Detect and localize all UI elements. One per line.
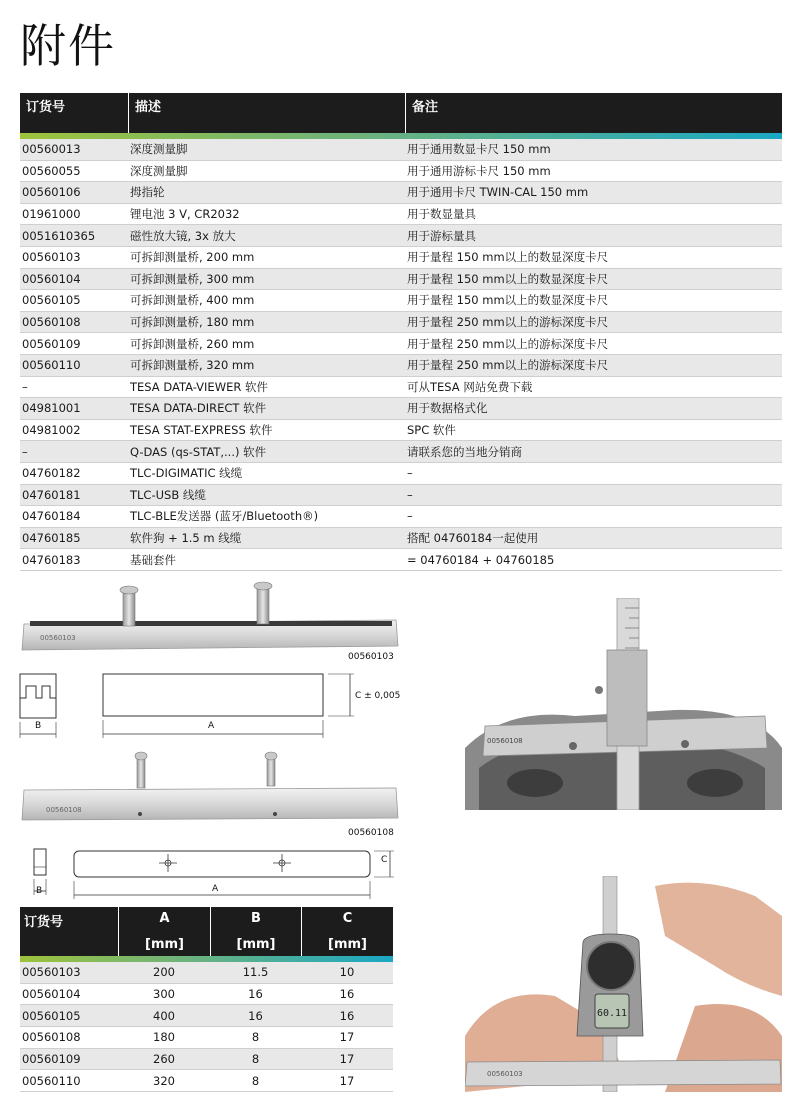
bridge-00560108-image bbox=[20, 748, 400, 828]
table-row bbox=[20, 182, 782, 204]
header-c: C bbox=[342, 911, 353, 926]
bridge-slot bbox=[30, 621, 392, 626]
remarks-cell: 用于通用卡尺 TWIN-CAL 150 mm bbox=[407, 185, 589, 200]
order-number-cell: – bbox=[22, 379, 28, 394]
order-number-cell: 00560109 bbox=[22, 336, 81, 351]
accessories-table-header bbox=[20, 93, 782, 139]
remarks-cell: – bbox=[407, 509, 413, 524]
description-cell: 软件狗 + 1.5 m 线缆 bbox=[130, 530, 242, 545]
c-value-cell: 16 bbox=[339, 987, 355, 1002]
table-row bbox=[20, 355, 782, 377]
profile-section-outline bbox=[20, 698, 56, 718]
description-cell: 可拆卸测量桥, 320 mm bbox=[130, 358, 255, 373]
bridge-00560103-image bbox=[20, 580, 400, 668]
b-value-cell: 16 bbox=[248, 1008, 263, 1023]
bridge-bar bbox=[22, 788, 398, 820]
table-row bbox=[20, 1070, 393, 1092]
bolt-icon bbox=[257, 586, 269, 624]
order-number-cell: 00560106 bbox=[22, 185, 81, 200]
dim1-b-label: B bbox=[35, 721, 42, 731]
table-row bbox=[20, 506, 782, 528]
table-row bbox=[20, 247, 782, 269]
dim2-c-label: C bbox=[381, 855, 388, 865]
order-number-cell: 04760182 bbox=[22, 466, 81, 481]
a-value-cell: 300 bbox=[153, 987, 175, 1002]
remarks-cell: 用于量程 150 mm以上的数显深度卡尺 bbox=[407, 250, 609, 265]
table-row bbox=[20, 1049, 393, 1071]
a-value-cell: 180 bbox=[153, 1030, 175, 1045]
description-cell: 可拆卸测量桥, 400 mm bbox=[130, 293, 255, 308]
table-row bbox=[20, 290, 782, 312]
description-cell: TESA STAT-EXPRESS 软件 bbox=[130, 423, 273, 438]
order-number-cell: 04760185 bbox=[22, 530, 81, 545]
remarks-cell: – bbox=[407, 487, 413, 502]
remarks-cell: = 04760184 + 04760185 bbox=[407, 552, 555, 567]
order-number-cell: 00560110 bbox=[22, 358, 81, 373]
crosshair-icon bbox=[273, 854, 291, 872]
header-description: 描述 bbox=[128, 93, 405, 133]
profile-section-icon bbox=[34, 849, 46, 875]
digital-depth-caliper-hands-photo bbox=[465, 876, 782, 1092]
table-row bbox=[20, 161, 782, 183]
remarks-cell: 请联系您的当地分销商 bbox=[407, 444, 522, 459]
description-cell: 可拆卸测量桥, 300 mm bbox=[130, 271, 255, 286]
c-value-cell: 17 bbox=[339, 1052, 355, 1067]
order-number-cell: 04760181 bbox=[22, 487, 81, 502]
order-number-cell: 04760184 bbox=[22, 509, 81, 524]
order-number-cell: 00560105 bbox=[22, 1008, 81, 1023]
order-number-cell: 00560013 bbox=[22, 142, 81, 157]
description-cell: Q-DAS (qs-STAT,...) 软件 bbox=[130, 444, 267, 459]
bolt-icon bbox=[123, 590, 135, 626]
header-order-number: 订货号 bbox=[26, 100, 66, 115]
page-title: 附件 bbox=[20, 19, 116, 73]
bridge-00560108-label: 00560108 bbox=[348, 828, 394, 838]
dim1-a-label: A bbox=[208, 721, 215, 731]
table-row bbox=[20, 420, 782, 442]
description-cell: 深度测量脚 bbox=[130, 163, 188, 178]
crosshair-icon bbox=[159, 854, 177, 872]
description-cell: TLC-DIGIMATIC 线缆 bbox=[130, 466, 243, 481]
b-value-cell: 8 bbox=[251, 1052, 260, 1067]
description-cell: 磁性放大镜, 3x 放大 bbox=[130, 228, 236, 243]
order-number-cell: 04760183 bbox=[22, 552, 81, 567]
lcd-reading: 60.11 bbox=[596, 1008, 628, 1019]
bridge-engraving: 00560103 bbox=[487, 1070, 523, 1078]
dimension-drawing-1 bbox=[16, 668, 400, 746]
remarks-cell: 用于量程 150 mm以上的数显深度卡尺 bbox=[407, 271, 609, 286]
table-row bbox=[20, 269, 782, 291]
bolt-head-icon bbox=[265, 752, 277, 760]
order-number-cell: 04981001 bbox=[22, 401, 81, 416]
bridge-engraving: 00560108 bbox=[46, 806, 82, 814]
description-cell: TESA DATA-VIEWER 软件 bbox=[130, 379, 268, 394]
b-value-cell: 8 bbox=[251, 1073, 260, 1088]
a-value-cell: 260 bbox=[153, 1052, 175, 1067]
bridge-side-view bbox=[103, 674, 323, 716]
accessories-table bbox=[20, 93, 782, 571]
header-gradient-bar bbox=[20, 956, 393, 962]
dim1-c-label: C ± 0,005 bbox=[355, 691, 401, 701]
remarks-cell: SPC 软件 bbox=[407, 423, 456, 438]
order-number-cell: 00560109 bbox=[22, 1052, 81, 1067]
bolt-head-icon bbox=[120, 586, 138, 594]
remarks-cell: 搭配 04760184一起使用 bbox=[407, 530, 539, 545]
dim2-a-label: A bbox=[212, 884, 219, 894]
bolt-icon bbox=[267, 756, 275, 786]
remarks-cell: 用于数显量具 bbox=[407, 207, 476, 222]
description-cell: TLC-USB 线缆 bbox=[130, 487, 206, 502]
header-order-number: 订货号 bbox=[24, 915, 64, 930]
table-row bbox=[20, 528, 782, 550]
order-number-cell: 00560105 bbox=[22, 293, 81, 308]
table-row bbox=[20, 463, 782, 485]
accessories-table-body bbox=[20, 139, 782, 571]
a-value-cell: 320 bbox=[153, 1073, 175, 1088]
dimensions-table bbox=[20, 907, 393, 1092]
order-number-cell: 00560108 bbox=[22, 1030, 81, 1045]
order-number-cell: 04981002 bbox=[22, 423, 81, 438]
order-number-cell: 00560108 bbox=[22, 315, 81, 330]
order-number-cell: 01961000 bbox=[22, 207, 81, 222]
description-cell: 可拆卸测量桥, 260 mm bbox=[130, 336, 255, 351]
c-value-cell: 10 bbox=[339, 965, 355, 980]
table-row bbox=[20, 398, 782, 420]
remarks-cell: – bbox=[407, 466, 413, 481]
bridge-00560103-label: 00560103 bbox=[348, 652, 394, 662]
remarks-cell: 用于量程 250 mm以上的游标深度卡尺 bbox=[407, 315, 609, 330]
b-value-cell: 16 bbox=[248, 987, 263, 1002]
order-number-cell: 00560104 bbox=[22, 271, 81, 286]
dim2-b-label: B bbox=[36, 886, 43, 896]
header-remarks: 备注 bbox=[405, 93, 782, 133]
order-number-cell: – bbox=[22, 444, 28, 459]
table-row bbox=[20, 485, 782, 507]
table-row bbox=[20, 225, 782, 247]
bridge-engraving: 00560108 bbox=[487, 737, 523, 745]
b-value-cell: 11.5 bbox=[242, 965, 269, 980]
table-row bbox=[20, 377, 782, 399]
description-cell: 可拆卸测量桥, 200 mm bbox=[130, 250, 255, 265]
description-cell: 拇指轮 bbox=[130, 185, 165, 200]
dial-icon bbox=[587, 942, 635, 990]
order-number-cell: 00560110 bbox=[22, 1073, 81, 1088]
remarks-cell: 用于数据格式化 bbox=[407, 401, 488, 416]
remarks-cell: 用于量程 150 mm以上的数显深度卡尺 bbox=[407, 293, 609, 308]
remarks-cell: 用于通用游标卡尺 150 mm bbox=[407, 163, 551, 178]
a-value-cell: 400 bbox=[153, 1008, 175, 1023]
table-row bbox=[20, 984, 393, 1006]
table-row bbox=[20, 441, 782, 463]
header-b-unit: [mm] bbox=[236, 937, 276, 952]
header-gradient-bar bbox=[20, 133, 782, 139]
caliper-slider bbox=[607, 650, 647, 746]
c-value-cell: 17 bbox=[339, 1030, 355, 1045]
remarks-cell: 用于量程 250 mm以上的游标深度卡尺 bbox=[407, 336, 609, 351]
c-value-cell: 17 bbox=[339, 1073, 355, 1088]
order-number-cell: 00560104 bbox=[22, 987, 81, 1002]
remarks-cell: 可从TESA 网站免费下载 bbox=[407, 379, 533, 394]
dimensions-table-body bbox=[20, 962, 393, 1092]
remarks-cell: 用于通用数显卡尺 150 mm bbox=[407, 142, 551, 157]
bridge-engraving: 00560103 bbox=[40, 634, 76, 642]
table-row bbox=[20, 312, 782, 334]
description-cell: 基础套件 bbox=[130, 552, 176, 567]
bolt-head-icon bbox=[254, 582, 272, 590]
depth-caliper-housing-photo bbox=[465, 598, 782, 810]
dimensions-table-header bbox=[20, 907, 393, 962]
table-row bbox=[20, 1005, 393, 1027]
bolt-icon bbox=[137, 756, 145, 788]
profile-section-icon bbox=[20, 674, 56, 698]
remarks-cell: 用于游标量具 bbox=[407, 228, 476, 243]
table-row bbox=[20, 139, 782, 161]
dimension-drawing-2 bbox=[16, 845, 400, 903]
header-c-unit: [mm] bbox=[328, 937, 367, 952]
c-value-cell: 16 bbox=[339, 1008, 355, 1023]
order-number-cell: 00560055 bbox=[22, 163, 81, 178]
table-row bbox=[20, 1027, 393, 1049]
description-cell: 深度测量脚 bbox=[130, 142, 188, 157]
table-row bbox=[20, 333, 782, 355]
description-cell: 可拆卸测量桥, 180 mm bbox=[130, 315, 255, 330]
bridge-side-view bbox=[74, 851, 370, 877]
a-value-cell: 200 bbox=[153, 965, 175, 980]
description-cell: TLC-BLE发送器 (蓝牙/Bluetooth®) bbox=[130, 509, 319, 524]
table-row bbox=[20, 962, 393, 984]
bolt-head-icon bbox=[135, 752, 147, 760]
header-a-unit: [mm] bbox=[145, 937, 184, 952]
order-number-cell: 00560103 bbox=[22, 965, 81, 980]
order-number-cell: 0051610365 bbox=[22, 228, 96, 243]
description-cell: TESA DATA-DIRECT 软件 bbox=[130, 401, 267, 416]
order-number-cell: 00560103 bbox=[22, 250, 81, 265]
header-a: A bbox=[159, 911, 170, 926]
header-b: B bbox=[251, 911, 261, 926]
b-value-cell: 8 bbox=[251, 1030, 260, 1045]
description-cell: 锂电池 3 V, CR2032 bbox=[130, 207, 240, 222]
remarks-cell: 用于量程 250 mm以上的游标深度卡尺 bbox=[407, 358, 609, 373]
table-row bbox=[20, 549, 782, 571]
table-row bbox=[20, 204, 782, 226]
